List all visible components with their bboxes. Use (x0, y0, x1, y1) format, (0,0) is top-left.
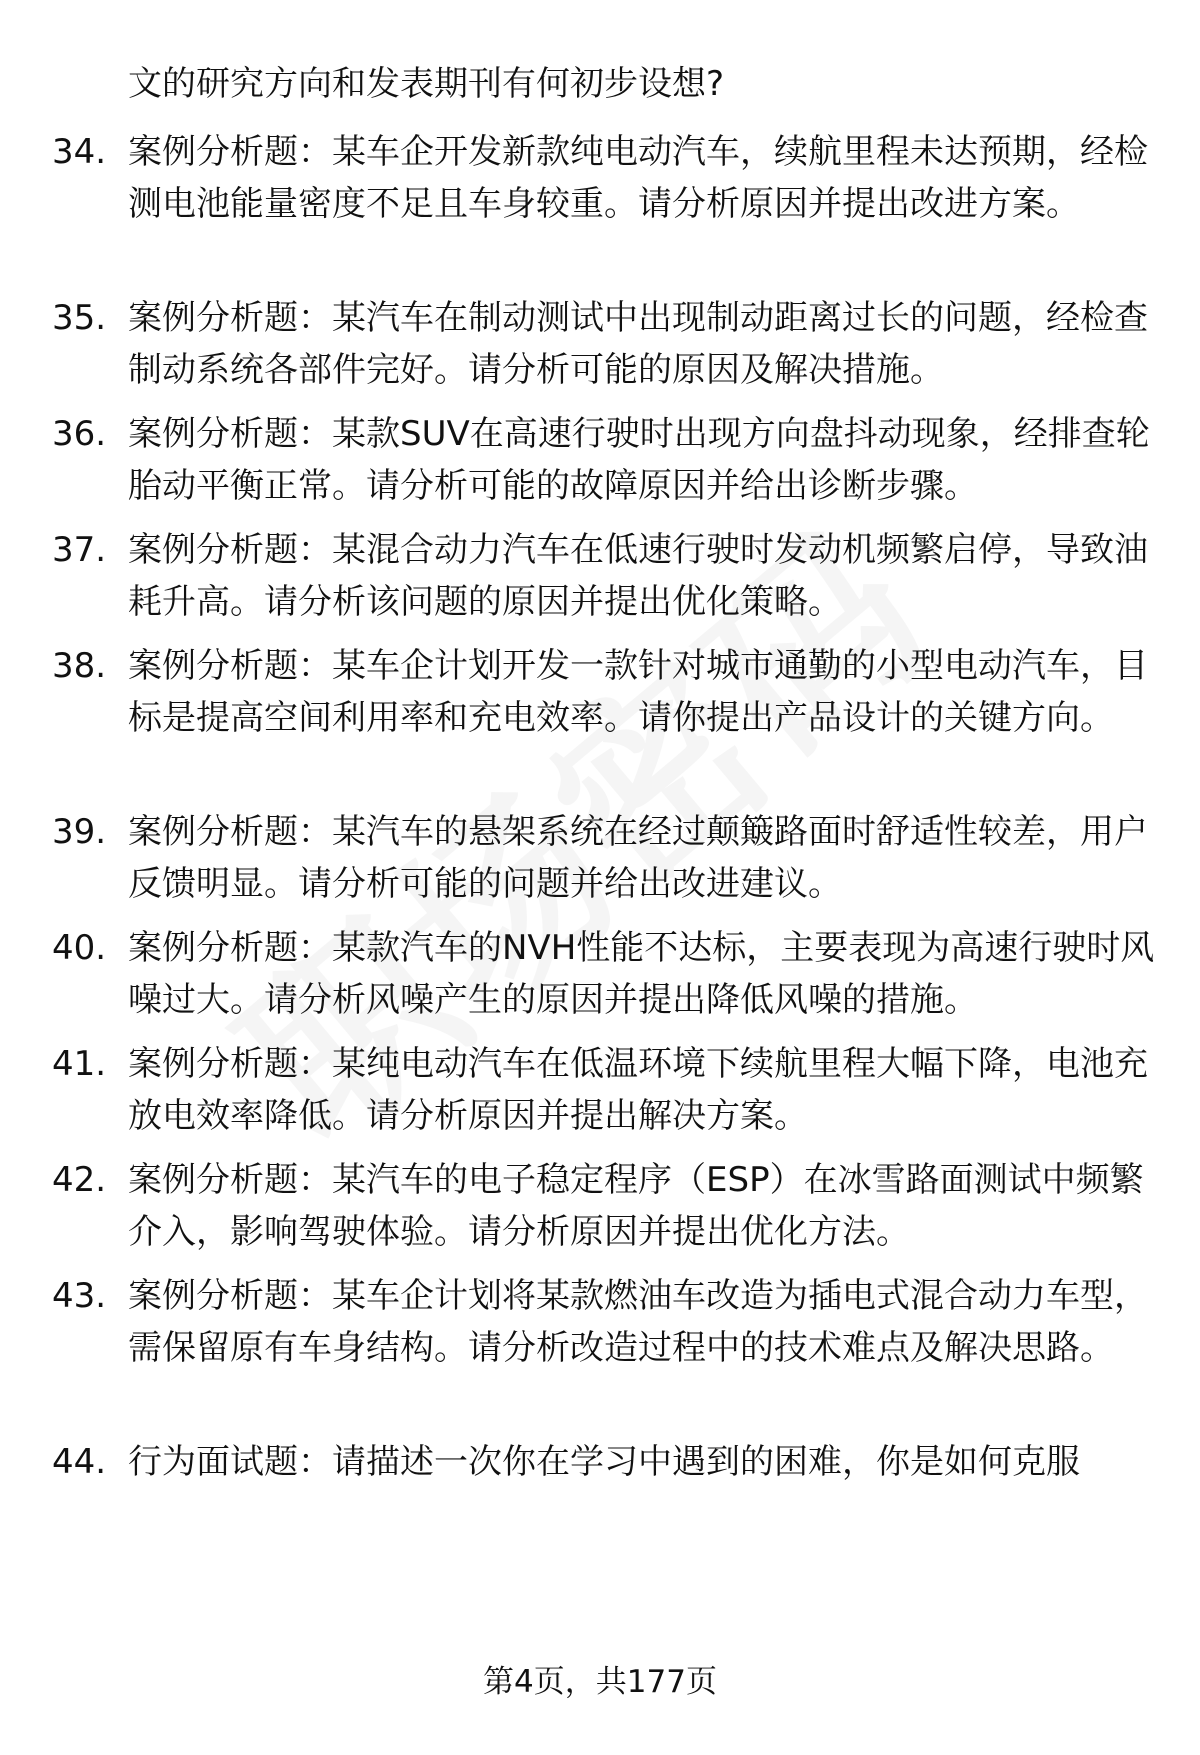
question-text: 案例分析题：某款SUV在高速行驶时出现方向盘抖动现象，经排查轮胎动平衡正常。请分析可能的故障原因并给出诊断步骤。 (128, 414, 1150, 506)
question-text: 案例分析题：某纯电动汽车在低温环境下续航里程大幅下降，电池充放电效率降低。请分析原因并提出解决方案。 (128, 1044, 1148, 1136)
question-number: 37. (52, 530, 107, 570)
continued-question-text: 文的研究方向和发表期刊有何初步设想? (128, 64, 725, 104)
question-text: 案例分析题：某混合动力汽车在低速行驶时发动机频繁启停，导致油耗升高。请分析该问题的原因并提出优化策略。 (128, 530, 1148, 622)
question-text: 行为面试题：请描述一次你在学习中遇到的困难，你是如何克服 (128, 1442, 1080, 1482)
question-number: 35. (52, 298, 107, 338)
question-number: 40. (52, 928, 107, 968)
question-text: 案例分析题：某车企开发新款纯电动汽车，续航里程未达预期，经检测电池能量密度不足且车身较重。请分析原因并提出改进方案。 (128, 132, 1148, 224)
question-number: 41. (52, 1044, 107, 1084)
question-number: 36. (52, 414, 107, 454)
question-text: 案例分析题：某车企计划将某款燃油车改造为插电式混合动力车型，需保留原有车身结构。请分析改造过程中的技术难点及解决思路。 (128, 1276, 1148, 1368)
page-footer: 第4页，共177页 (483, 1664, 717, 1700)
question-number: 39. (52, 812, 107, 852)
question-text: 案例分析题：某汽车的电子稳定程序（ESP）在冰雪路面测试中频繁介入，影响驾驶体验。请分析原因并提出优化方法。 (128, 1160, 1144, 1252)
question-number: 42. (52, 1160, 107, 1200)
question-number: 43. (52, 1276, 107, 1316)
question-number: 44. (52, 1442, 107, 1482)
question-number: 34. (52, 132, 107, 172)
question-text: 案例分析题：某汽车在制动测试中出现制动距离过长的问题，经检查制动系统各部件完好。请分析可能的原因及解决措施。 (128, 298, 1148, 390)
question-text: 案例分析题：某款汽车的NVH性能不达标，主要表现为高速行驶时风噪过大。请分析风噪产生的原因并提出降低风噪的措施。 (128, 928, 1155, 1020)
question-text: 案例分析题：某车企计划开发一款针对城市通勤的小型电动汽车，目标是提高空间利用率和充电效率。请你提出产品设计的关键方向。 (128, 646, 1148, 738)
question-text: 案例分析题：某汽车的悬架系统在经过颠簸路面时舒适性较差，用户反馈明显。请分析可能的问题并给出改进建议。 (128, 812, 1148, 904)
question-number: 38. (52, 646, 107, 686)
